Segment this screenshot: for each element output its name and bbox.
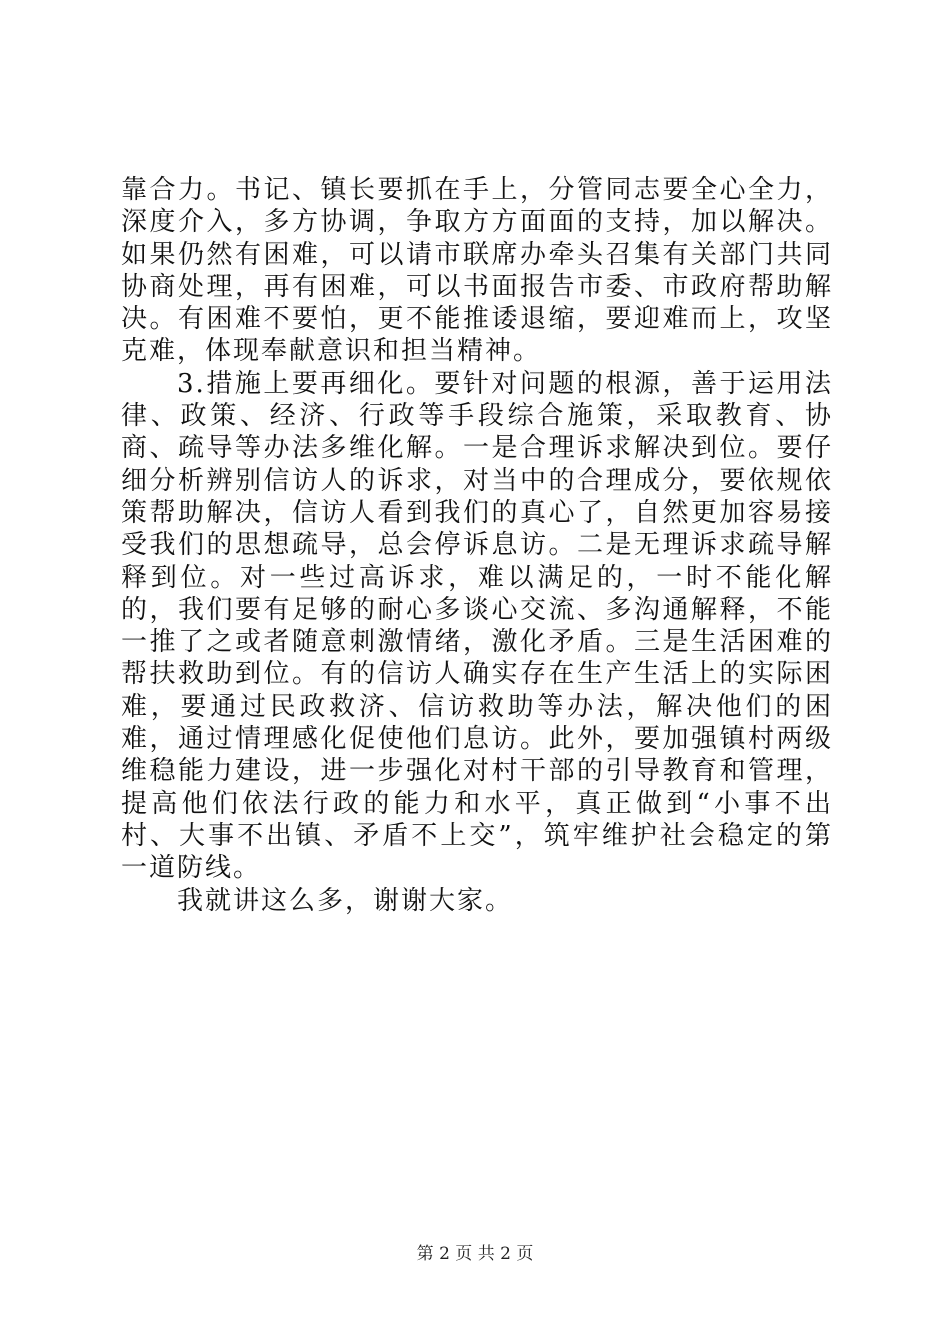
document-body	[121, 174, 833, 917]
paragraph-closing: 我就讲这么多，谢谢大家。	[177, 885, 514, 916]
paragraph-measures: 3.措施上要再细化。要针对问题的根源，善于运用法律、政策、经济、行政等手段综合施策，采取教育、协商、疏导等办法多维化解。一是合理诉求解决到位。要仔细分析辨别信访人的诉求，对当中的合理成分，要依规依策帮助解决，信访人看到我们的真心了，自然更加容易接受我们的思想疏导，总会停诉息访。二是无理诉求疏导解释到位。对一些过高诉求，难以满足的，一时不能化解的，我们要有足够的耐心多谈心交流、多沟通解释，不能一推了之或者随意刺激情绪，激化矛盾。三是生活困难的帮扶救助到位。有的信访人确实存在生产生活上的实际困难，要通过民政救济、信访救助等办法，解决他们的困难，通过情理感化促使他们息访。此外，要加强镇村两级维稳能力建设，进一步强化对村干部的引导教育和管理，提高他们依法行政的能力和水平，真正做到“小事不出村、大事不出镇、矛盾不上交”，筑牢维护社会稳定的第一道防线。	[121, 368, 833, 884]
paragraph-continuation: 靠合力。书记、镇长要抓在手上，分管同志要全心全力，深度介入，多方协调，争取方方面面的支持，加以解决。如果仍然有困难，可以请市联席办牵头召集有关部门共同协商处理，再有困难，可以书面报告市委、市政府帮助解决。有困难不要怕，更不能推诿退缩，要迎难而上，攻坚克难，体现奉献意识和担当精神。	[121, 175, 833, 367]
page-footer: 第 2 页 共 2 页	[416, 1244, 534, 1264]
